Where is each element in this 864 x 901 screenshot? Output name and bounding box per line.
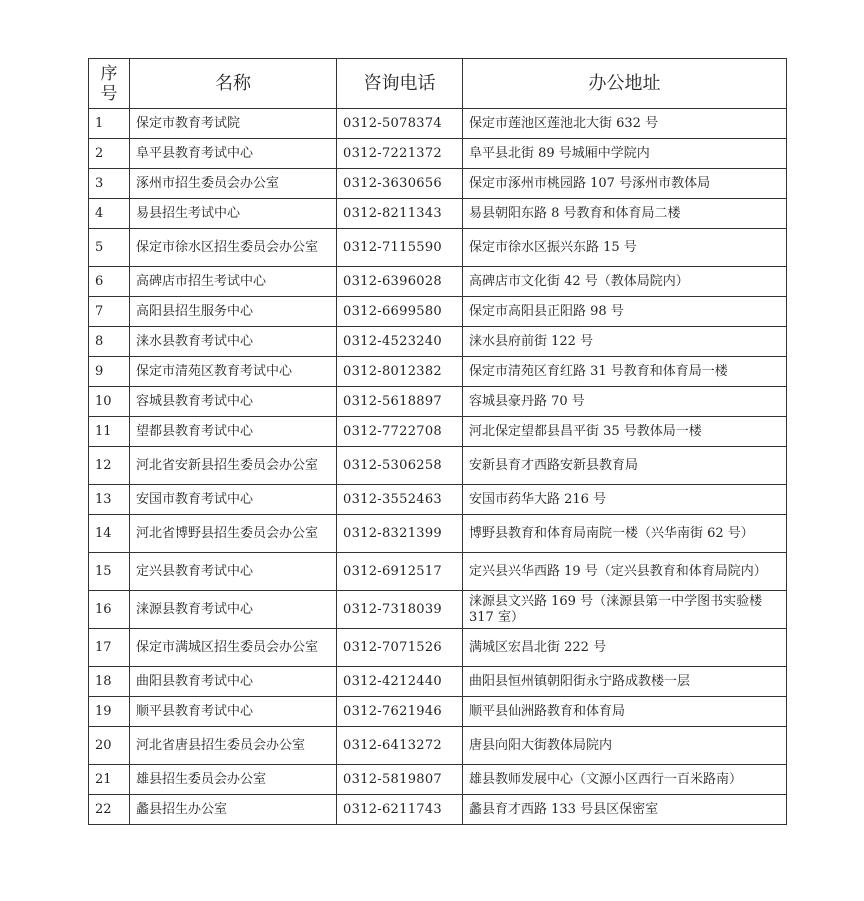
table-row (89, 357, 787, 387)
table-row (89, 139, 787, 169)
row-phone: 0312-4523240 (337, 327, 463, 357)
row-phone: 0312-7071526 (337, 629, 463, 667)
table-row (89, 697, 787, 727)
row-name: 望都县教育考试中心 (130, 417, 337, 447)
table-row (89, 667, 787, 697)
row-address: 蠡县育才西路 133 号县区保密室 (463, 795, 787, 825)
row-number: 10 (89, 387, 130, 417)
row-address: 保定市莲池区莲池北大街 632 号 (463, 109, 787, 139)
row-address: 容城县豪丹路 70 号 (463, 387, 787, 417)
header-name: 名称 (130, 59, 337, 109)
row-name: 定兴县教育考试中心 (130, 553, 337, 591)
row-number: 6 (89, 267, 130, 297)
table-row (89, 727, 787, 765)
row-address: 保定市涿州市桃园路 107 号涿州市教体局 (463, 169, 787, 199)
header-seq: 序号 (89, 59, 130, 109)
row-address: 满城区宏昌北街 222 号 (463, 629, 787, 667)
row-name: 容城县教育考试中心 (130, 387, 337, 417)
row-name: 蠡县招生办公室 (130, 795, 337, 825)
row-phone: 0312-5306258 (337, 447, 463, 485)
table-row (89, 417, 787, 447)
row-address: 安国市药华大路 216 号 (463, 485, 787, 515)
row-number: 12 (89, 447, 130, 485)
row-number: 11 (89, 417, 130, 447)
row-number: 8 (89, 327, 130, 357)
row-address: 涞源县文兴路 169 号（涞源县第一中学图书实验楼 317 室） (463, 591, 787, 629)
table-row (89, 387, 787, 417)
table-body (89, 109, 787, 825)
row-number: 16 (89, 591, 130, 629)
row-phone: 0312-7221372 (337, 139, 463, 169)
row-phone: 0312-6413272 (337, 727, 463, 765)
row-number: 22 (89, 795, 130, 825)
row-name: 安国市教育考试中心 (130, 485, 337, 515)
row-number: 7 (89, 297, 130, 327)
row-address: 保定市清苑区育红路 31 号教育和体育局一楼 (463, 357, 787, 387)
row-number: 17 (89, 629, 130, 667)
row-number: 20 (89, 727, 130, 765)
row-address: 易县朝阳东路 8 号教育和体育局二楼 (463, 199, 787, 229)
row-name: 保定市教育考试院 (130, 109, 337, 139)
row-address: 雄县教师发展中心（文源小区西行一百米路南） (463, 765, 787, 795)
row-number: 19 (89, 697, 130, 727)
table-row (89, 327, 787, 357)
table-row (89, 765, 787, 795)
row-name: 曲阳县教育考试中心 (130, 667, 337, 697)
row-number: 14 (89, 515, 130, 553)
header-address: 办公地址 (463, 59, 787, 109)
table-row (89, 515, 787, 553)
row-number: 2 (89, 139, 130, 169)
row-number: 18 (89, 667, 130, 697)
row-phone: 0312-6211743 (337, 795, 463, 825)
table-row (89, 297, 787, 327)
table-row (89, 199, 787, 229)
row-address: 顺平县仙洲路教育和体育局 (463, 697, 787, 727)
row-phone: 0312-8321399 (337, 515, 463, 553)
row-address: 涞水县府前街 122 号 (463, 327, 787, 357)
row-phone: 0312-7621946 (337, 697, 463, 727)
row-address: 定兴县兴华西路 19 号（定兴县教育和体育局院内） (463, 553, 787, 591)
row-address: 唐县向阳大街教体局院内 (463, 727, 787, 765)
row-name: 雄县招生委员会办公室 (130, 765, 337, 795)
row-phone: 0312-7722708 (337, 417, 463, 447)
row-number: 9 (89, 357, 130, 387)
table-row (89, 629, 787, 667)
row-phone: 0312-3630656 (337, 169, 463, 199)
row-name: 河北省安新县招生委员会办公室 (130, 447, 337, 485)
row-name: 保定市清苑区教育考试中心 (130, 357, 337, 387)
row-phone: 0312-3552463 (337, 485, 463, 515)
header-row (89, 59, 787, 109)
contacts-table (88, 58, 787, 825)
row-address: 高碑店市文化街 42 号（教体局院内） (463, 267, 787, 297)
row-phone: 0312-7318039 (337, 591, 463, 629)
row-address: 保定市高阳县正阳路 98 号 (463, 297, 787, 327)
row-name: 涿州市招生委员会办公室 (130, 169, 337, 199)
row-number: 15 (89, 553, 130, 591)
row-phone: 0312-7115590 (337, 229, 463, 267)
row-phone: 0312-8211343 (337, 199, 463, 229)
row-number: 1 (89, 109, 130, 139)
row-number: 3 (89, 169, 130, 199)
table-row (89, 591, 787, 629)
table-row (89, 485, 787, 515)
row-number: 13 (89, 485, 130, 515)
row-name: 高阳县招生服务中心 (130, 297, 337, 327)
row-phone: 0312-6396028 (337, 267, 463, 297)
row-name: 保定市满城区招生委员会办公室 (130, 629, 337, 667)
row-number: 21 (89, 765, 130, 795)
row-phone: 0312-5078374 (337, 109, 463, 139)
row-name: 保定市徐水区招生委员会办公室 (130, 229, 337, 267)
table-row (89, 447, 787, 485)
table-row (89, 169, 787, 199)
table-row (89, 267, 787, 297)
row-number: 4 (89, 199, 130, 229)
row-name: 河北省唐县招生委员会办公室 (130, 727, 337, 765)
row-phone: 0312-5819807 (337, 765, 463, 795)
row-name: 河北省博野县招生委员会办公室 (130, 515, 337, 553)
row-name: 顺平县教育考试中心 (130, 697, 337, 727)
row-address: 曲阳县恒州镇朝阳街永宁路成教楼一层 (463, 667, 787, 697)
row-name: 涞水县教育考试中心 (130, 327, 337, 357)
table-row (89, 109, 787, 139)
row-name: 阜平县教育考试中心 (130, 139, 337, 169)
row-address: 保定市徐水区振兴东路 15 号 (463, 229, 787, 267)
row-name: 高碑店市招生考试中心 (130, 267, 337, 297)
row-phone: 0312-6699580 (337, 297, 463, 327)
row-phone: 0312-5618897 (337, 387, 463, 417)
table-row (89, 229, 787, 267)
header-phone: 咨询电话 (337, 59, 463, 109)
row-phone: 0312-6912517 (337, 553, 463, 591)
row-address: 河北保定望都县昌平街 35 号教体局一楼 (463, 417, 787, 447)
row-address: 博野县教育和体育局南院一楼（兴华南街 62 号） (463, 515, 787, 553)
row-name: 易县招生考试中心 (130, 199, 337, 229)
row-name: 涞源县教育考试中心 (130, 591, 337, 629)
row-address: 阜平县北街 89 号城厢中学院内 (463, 139, 787, 169)
row-number: 5 (89, 229, 130, 267)
row-address: 安新县育才西路安新县教育局 (463, 447, 787, 485)
row-phone: 0312-4212440 (337, 667, 463, 697)
table-row (89, 795, 787, 825)
table-row (89, 553, 787, 591)
row-phone: 0312-8012382 (337, 357, 463, 387)
